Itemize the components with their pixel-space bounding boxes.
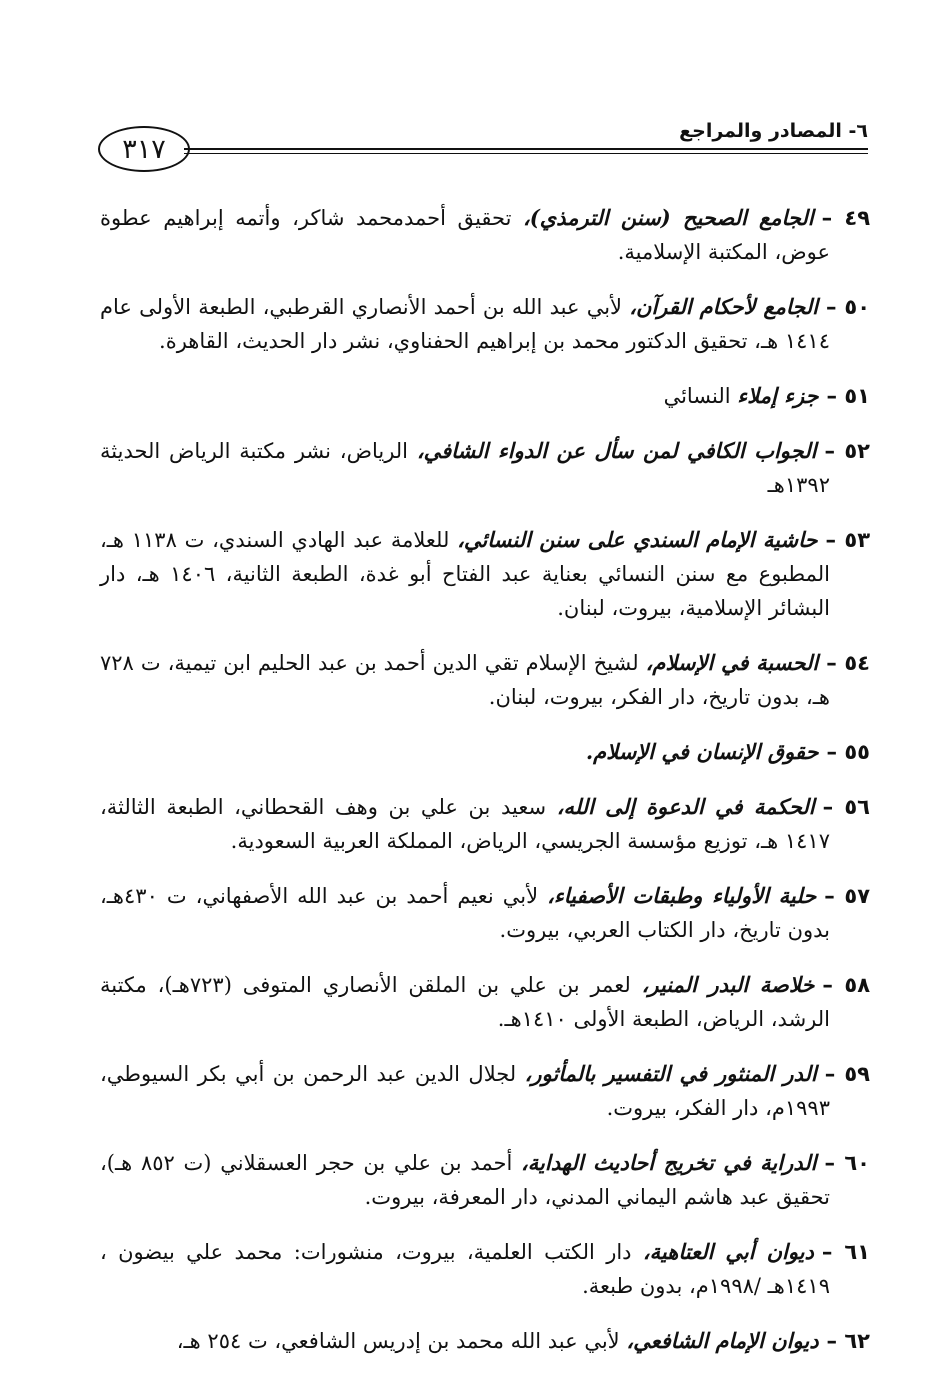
reference-entry <box>100 879 870 947</box>
entry-title: جزء إملاء <box>737 383 819 408</box>
entry-title: ديوان أبي العتاهية، <box>642 1239 814 1264</box>
entry-number: ٥٦ – <box>822 795 870 819</box>
reference-list <box>100 180 870 1364</box>
reference-entry <box>100 790 870 858</box>
entry-title: الحكمة في الدعوة إلى الله، <box>556 794 815 819</box>
entry-number: ٥٧ – <box>824 884 871 908</box>
entry-details: دار الكتب العلمية، بيروت، منشورات: محمد علي بيضون ، ١٤١٩هـ /١٩٩٨م، بدون طبعة. <box>100 1240 830 1298</box>
entry-number: ٥٤ – <box>826 651 870 675</box>
entry-details: لعمر بن علي بن الملقن الأنصاري المتوفى (٧٢٣هـ)، مكتبة الرشد، الرياض، الطبعة الأولى ١٤١٠هـ. <box>100 973 830 1031</box>
entry-number: ٥٣ – <box>825 528 871 552</box>
entry-number: ٥٠ – <box>826 295 871 319</box>
entry-number: ٥٢ – <box>824 439 870 463</box>
entry-number: ٦٢ – <box>826 1329 870 1353</box>
reference-entry <box>100 1057 870 1125</box>
entry-title: الدراية في تخريج أحاديث الهداية، <box>521 1150 817 1175</box>
reference-entry <box>100 434 870 502</box>
entry-number: ٦٠ – <box>824 1151 870 1175</box>
entry-title: خلاصة البدر المنير، <box>641 972 815 997</box>
page-number: ٣١٧ <box>122 133 166 165</box>
entry-title: حلية الأولياء وطبقات الأصفياء، <box>547 883 817 908</box>
entry-details: النسائي <box>663 384 738 408</box>
entry-title: الحسبة في الإسلام، <box>645 650 819 675</box>
entry-title: الدر المنثور في التفسير بالمأثور، <box>524 1061 817 1086</box>
entry-number: ٤٩ – <box>821 206 871 230</box>
header-rule-thin <box>184 153 868 154</box>
reference-entry <box>100 201 870 269</box>
reference-entry <box>100 735 870 769</box>
entry-details: سعيد بن علي بن وهف القحطاني، الطبعة الثالثة، ١٤١٧ هـ، توزيع مؤسسة الجريسي، الرياض، المملكة العربية السعودية. <box>100 795 830 853</box>
header-rule <box>184 148 868 150</box>
entry-title: الجواب الكافي لمن سأل عن الدواء الشافي، <box>416 438 817 463</box>
entry-title: حقوق الإنسان في الإسلام. <box>585 739 819 764</box>
entry-details: لأبي عبد الله محمد بن إدريس الشافعي، ت ٢٥٤ هـ، <box>176 1329 627 1353</box>
reference-entry <box>100 523 870 625</box>
entry-details: الرياض، نشر مكتبة الرياض الحديثة ١٣٩٢هـ <box>100 439 830 497</box>
reference-entry <box>100 646 870 714</box>
page-number-oval <box>98 126 190 172</box>
reference-entry <box>100 1146 870 1214</box>
entry-details: تحقيق أحمدمحمد شاكر، وأتمه إبراهيم عطوة عوض، المكتبة الإسلامية. <box>100 206 830 264</box>
entry-number: ٦١ – <box>821 1240 870 1264</box>
entry-details: لشيخ الإسلام تقي الدين أحمد بن عبد الحليم ابن تيمية، ت ٧٢٨ هـ، بدون تاريخ، دار الفكر، بيروت، لبنان. <box>100 651 830 709</box>
entry-details: أحمد بن علي بن حجر العسقلاني (ت ٨٥٢ هـ)، تحقيق عبد هاشم اليماني المدني، دار المعرفة، بيروت. <box>100 1151 830 1209</box>
reference-entry <box>100 1235 870 1303</box>
entry-title: الجامع لأحكام القرآن، <box>629 294 819 319</box>
reference-entry <box>100 290 870 358</box>
section-title: ٦- المصادر والمراجع <box>679 120 868 142</box>
entry-number: ٥٥ – <box>826 740 870 764</box>
entry-number: ٥١ – <box>826 384 870 408</box>
entry-title: ديوان الإمام الشافعي، <box>626 1328 819 1353</box>
entry-title: حاشية الإمام السندي على سنن النسائي، <box>457 527 818 552</box>
reference-entry <box>100 1324 870 1358</box>
page-header <box>98 118 868 182</box>
reference-entry <box>100 968 870 1036</box>
entry-details: لأبي نعيم أحمد بن عبد الله الأصفهاني، ت ٤٣٠هـ، بدون تاريخ، دار الكتاب العربي، بيروت. <box>100 884 830 942</box>
entry-details: لجلال الدين عبد الرحمن بن أبي بكر السيوطي، ١٩٩٣م، دار الفكر، بيروت. <box>100 1062 830 1120</box>
entry-number: ٥٨ – <box>822 973 871 997</box>
entry-details: لأبي عبد الله بن أحمد الأنصاري القرطبي، الطبعة الأولى عام ١٤١٤ هـ، تحقيق الدكتور محمد بن إبراهيم الحفناوي، نشر دار الحديث، القاهرة. <box>100 295 830 353</box>
entry-details: للعلامة عبد الهادي السندي، ت ١١٣٨ هـ، المطبوع مع سنن النسائي بعناية عبد الفتاح أبو غدة، الطبعة الثانية، ١٤٠٦ هـ، دار البشائر الإسلامية، بيروت، لبنان. <box>100 528 830 620</box>
entry-number: ٥٩ – <box>824 1062 870 1086</box>
entry-title: الجامع الصحيح (سنن الترمذي)، <box>523 205 814 230</box>
reference-entry <box>100 379 870 413</box>
